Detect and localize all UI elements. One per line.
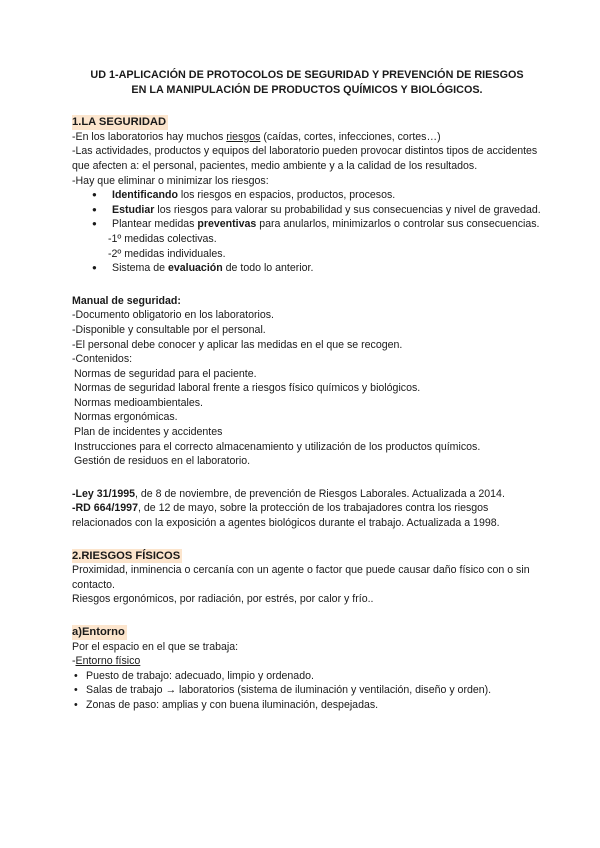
s1-sub-2: -2º medidas individuales. <box>108 247 226 260</box>
list-item: ● Sistema de evaluación de todo lo anterior. <box>112 261 542 276</box>
s1-paragraph-2: -Las actividades, productos y equipos del laboratorio pueden provocar distintos tipos de accidentes que afecten a: el personal, pacientes, medio ambiente y a la calidad de los resultados. <box>72 145 538 172</box>
s1-sub-1: -1º medidas colectivas. <box>108 232 217 245</box>
manual-line: -Disponible y consultable por el personal. <box>72 323 266 336</box>
manual-section <box>72 294 542 469</box>
law-1: -Ley 31/1995, de 8 de noviembre, de prevención de Riesgos Laborales. Actualizada a 2014. <box>72 487 505 500</box>
list-item: • Zonas de paso: amplias y con buena iluminación, despejadas. <box>86 698 542 713</box>
law-2: -RD 664/1997, de 12 de mayo, sobre la protección de los trabajadores contra los riesgos relacionados con la exposición a agentes biológicos durante el trabajo. Actualizada a 1998. <box>72 502 500 530</box>
sa-paragraph-2: -Entorno físico <box>72 655 141 668</box>
s1-paragraph-3: -Hay que eliminar o minimizar los riesgos: <box>72 174 269 187</box>
laws-section <box>72 487 542 531</box>
manual-content-item: Gestión de residuos en el laboratorio. <box>74 455 251 468</box>
section-1-heading: 1.LA SEGURIDAD <box>72 116 167 129</box>
document-page <box>72 68 542 713</box>
manual-content-item: Normas ergonómicas. <box>74 411 178 424</box>
manual-line: -Documento obligatorio en los laboratorios. <box>72 309 274 322</box>
list-item: ● Identificando los riesgos en espacios, productos, procesos. <box>112 188 542 203</box>
manual-heading: Manual de seguridad: <box>72 294 181 307</box>
section-1 <box>72 115 542 276</box>
s1-bullet-list-2 <box>72 261 542 276</box>
section-a-heading: a)Entorno <box>72 626 125 638</box>
manual-content-item: Normas medioambientales. <box>74 396 203 409</box>
s1-paragraph-1: -En los laboratorios hay muchos riesgos (caídas, cortes, infecciones, cortes…) <box>72 130 441 143</box>
list-item: ● Plantear medidas preventivas para anularlos, minimizarlos o controlar sus consecuencias. <box>112 217 542 232</box>
section-2-heading: 2.RIESGOS FÍSICOS <box>72 549 181 562</box>
manual-content-item: Instrucciones para el correcto almacenamiento y utilización de los productos químicos. <box>74 440 481 453</box>
section-a <box>72 625 542 713</box>
manual-line: -El personal debe conocer y aplicar las medidas en el que se recogen. <box>72 338 403 351</box>
title-line-1: UD 1-APLICACIÓN DE PROTOCOLOS DE SEGURIDAD Y PREVENCIÓN DE RIESGOS <box>90 69 524 81</box>
s2-paragraph-1: Proximidad, inminencia o cercanía con un agente o factor que puede causar daño físico con o sin contacto. <box>72 564 530 591</box>
section-2 <box>72 549 542 607</box>
s2-paragraph-2: Riesgos ergonómicos, por radiación, por estrés, por calor y frío.. <box>72 593 374 606</box>
manual-content-item: Normas de seguridad para el paciente. <box>74 367 257 380</box>
sa-paragraph-1: Por el espacio en el que se trabaja: <box>72 640 239 653</box>
manual-content-item: Plan de incidentes y accidentes <box>74 426 223 439</box>
sa-bullet-list <box>72 669 542 713</box>
list-item: ● Estudiar los riesgos para valorar su probabilidad y sus consecuencias y nivel de gravedad. <box>112 203 542 218</box>
list-item: • Salas de trabajo → laboratorios (sistema de iluminación y ventilación, diseño y orden). <box>86 683 542 698</box>
manual-content-item: Normas de seguridad laboral frente a riesgos físico químicos y biológicos. <box>74 382 421 395</box>
manual-line: -Contenidos: <box>72 353 133 366</box>
s1-bullet-list <box>72 188 542 232</box>
list-item: • Puesto de trabajo: adecuado, limpio y ordenado. <box>86 669 542 684</box>
document-title <box>72 68 542 97</box>
title-line-2: EN LA MANIPULACIÓN DE PRODUCTOS QUÍMICOS Y BIOLÓGICOS. <box>131 83 483 96</box>
